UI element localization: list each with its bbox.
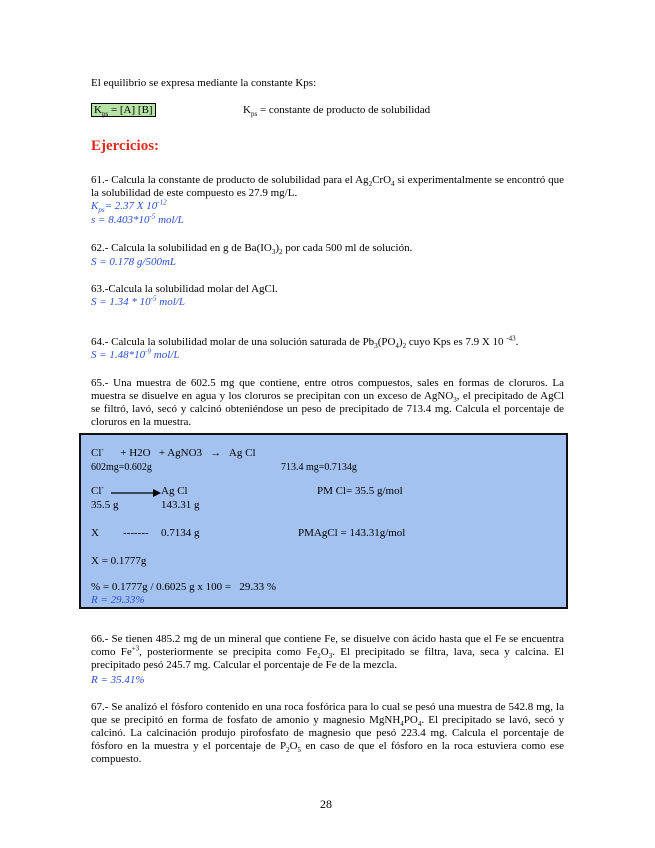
- ex66-text-a: 66.- Se tienen 485.2 mg de un mineral que contiene Fe, se disuelve con ácido hasta que el Fe se encuentra como Fe: [91, 633, 564, 658]
- ex63-ans-unit: mol/L: [156, 296, 185, 308]
- box-result: R = 29.33%: [91, 594, 145, 606]
- ex67-sub4: 5: [297, 746, 302, 755]
- box-l1-sup: -: [101, 445, 104, 454]
- ex63-answer: [91, 296, 185, 308]
- ex61-text-a: 61.- Calcula la constante de producto de solubilidad para el Ag: [91, 174, 369, 186]
- solution-box: [79, 433, 568, 609]
- box-x-label: X: [91, 527, 99, 539]
- exercise-63: 63.-Calcula la solubilidad molar del AgCl.: [91, 283, 278, 295]
- ex66-text-c: O: [320, 646, 329, 658]
- exercise-67: [91, 701, 564, 766]
- box-pm-cl: PM Cl= 35.5 g/mol: [317, 485, 403, 497]
- ex64-text-d: cuyo Kps es 7.9 X 10: [406, 336, 507, 348]
- box-percent-calc: % = 0.1777g / 0.6025 g x 100 = 29.33 %: [91, 581, 277, 593]
- ex61-text-b: CrO: [372, 174, 392, 186]
- ex61-sub2: 4: [391, 180, 395, 189]
- ex63-ans-exp: -5: [150, 294, 157, 303]
- box-x-mass: 0.7134 g: [161, 527, 200, 539]
- ex65-sub1: 3: [453, 396, 457, 405]
- box-dash: -------: [123, 527, 149, 539]
- ex61-text-c: si experimentalmente se encontró que la solubilidad de este compuesto es 27.9 mg/L.: [91, 174, 564, 199]
- ex61-answer-kps: [91, 198, 167, 215]
- ex67-text-e: en caso de que el fósforo en la roca estuviera como ese compuesto.: [91, 740, 564, 765]
- box-mass-right: 713.4 mg=0.7134g: [281, 462, 357, 473]
- box-reaction: [91, 447, 256, 459]
- box-pm-agcl: PMAgCl = 143.31g/mol: [298, 527, 406, 539]
- ex64-exp: -43: [506, 334, 516, 343]
- box-mass-left: 602mg=0.602g: [91, 462, 152, 473]
- ex66-text-d: . El precipitado se filtra, lava, seca y calcina. El precipitado pesó 245.7 mg. Calcular el porcentaje de Fe de la mezcla.: [91, 646, 564, 671]
- ex63-ans: S = 1.34 * 10: [91, 296, 151, 308]
- ex62-text-b: ): [275, 242, 280, 254]
- ex65-text-b: , el precipitado de AgCl se filtró, lavó, secó y calcinó obteniéndose un peso de precipitado de 713.4 mg. Calcula el porcentaje de cloruros en la muestra.: [91, 390, 565, 428]
- ex64-text-e: .: [515, 336, 519, 348]
- kps-formula-box: [91, 103, 156, 117]
- box-mass-agcl: 143.31 g: [161, 499, 200, 511]
- box-x-result: X = 0.1777g: [91, 555, 147, 567]
- ex64-answer: [91, 349, 179, 361]
- kps-def-sub: ps: [250, 110, 258, 119]
- ex67-text-a: 67.- Se analizó el fósforo contenido en una roca fosfórica para lo cual se pesó una muestra de 542.8 mg, la que se precipitó en forma de fosfato de amonio y magnesio MgNH: [91, 701, 564, 726]
- ex64-ans: S = 1.48*10: [91, 349, 146, 361]
- ex62-answer: S = 0.178 g/500mL: [91, 256, 177, 268]
- arrow-icon: [111, 488, 161, 498]
- box-ratio-line: [91, 485, 104, 497]
- ex62-sub1: 3: [271, 248, 276, 257]
- ex67-sub3: 2: [286, 746, 290, 755]
- ex62-text-a: 62.- Calcula la solubilidad en g de Ba(IO: [91, 242, 272, 254]
- ex67-text-b: PO: [403, 714, 418, 726]
- ex64-text-b: (PO: [377, 336, 396, 348]
- exercises-heading: Ejercicios:: [91, 138, 160, 154]
- exercise-62: [91, 242, 413, 257]
- ex66-sub2: 3: [328, 652, 333, 661]
- box-l1-rest: + H2O + AgNO3 → Ag Cl: [103, 447, 256, 459]
- kps-definition: [243, 104, 431, 119]
- kps-k: K: [94, 104, 102, 116]
- ex66-text-b: , posteriormente se precipita como Fe: [139, 646, 318, 658]
- exercise-66: [91, 633, 564, 672]
- ex61-answer-s: [91, 214, 184, 226]
- ex61-ans-k: K: [91, 200, 99, 212]
- ex64-sub1: 3: [374, 342, 378, 351]
- ex61-ans2-unit: mol/L: [155, 214, 184, 226]
- ex64-sub2: 4: [395, 342, 399, 351]
- ex62-text-c: por cada 500 ml de solución.: [282, 242, 413, 254]
- page-number: 28: [320, 797, 332, 811]
- ex61-ans2: s = 8.403*10: [91, 214, 150, 226]
- box-agcl: Ag Cl: [161, 485, 188, 497]
- box-l3-cl: Cl: [91, 485, 102, 497]
- box-l1-cl: Cl: [91, 447, 102, 459]
- ex64-ans-unit: mol/L: [151, 349, 180, 361]
- exercise-61: [91, 174, 564, 200]
- ex65-text-a: 65.- Una muestra de 602.5 mg que contiene, entre otros compuestos, sales en formas de cloruros. La muestra se disuelve en agua y los cloruros se precipitan con un exceso de AgNO: [91, 377, 564, 402]
- ex61-ans-sub: ps: [98, 206, 105, 215]
- ex67-text-c: . El precipitado se lavó, secó y calcinó. La calcinación produjo pirofosfato de magnesio que pesó 223.4 mg. Calcula el porcentaje de fósforo en la muestra y el porcentaje de P: [91, 714, 565, 752]
- ex64-ans-exp: -9: [145, 347, 152, 356]
- kps-def-rest: = constante de producto de solubilidad: [257, 104, 431, 116]
- ex66-sub1: 2: [317, 652, 321, 661]
- ex61-sub1: 2: [368, 180, 373, 189]
- ex67-sub1: 4: [400, 720, 404, 729]
- ex61-ans-exp: -12: [157, 198, 167, 207]
- ex61-ans2-exp: -5: [149, 212, 156, 221]
- box-l3-sup: -: [101, 483, 104, 492]
- ex64-sub3: 2: [402, 342, 407, 351]
- kps-def-k: K: [243, 104, 251, 116]
- ex67-sub2: 4: [417, 720, 422, 729]
- ex66-answer: R = 35.41%: [91, 674, 145, 686]
- intro-text: El equilibrio se expresa mediante la constante Kps:: [91, 77, 317, 89]
- ex66-sup1: +3: [131, 644, 140, 653]
- exercise-65: [91, 377, 564, 429]
- box-mass-cl: 35.5 g: [91, 499, 119, 511]
- ex64-text-a: 64.- Calcula la solubilidad molar de una solución saturada de Pb: [91, 336, 375, 348]
- ex62-sub2: 2: [279, 248, 283, 257]
- kps-sub: ps: [101, 110, 109, 119]
- kps-rest: = [A] [B]: [108, 104, 153, 116]
- exercise-64: [91, 334, 519, 351]
- ex67-text-d: O: [289, 740, 298, 752]
- ex61-ans-val: = 2.37 X 10: [104, 200, 158, 212]
- ex64-text-c: ): [398, 336, 403, 348]
